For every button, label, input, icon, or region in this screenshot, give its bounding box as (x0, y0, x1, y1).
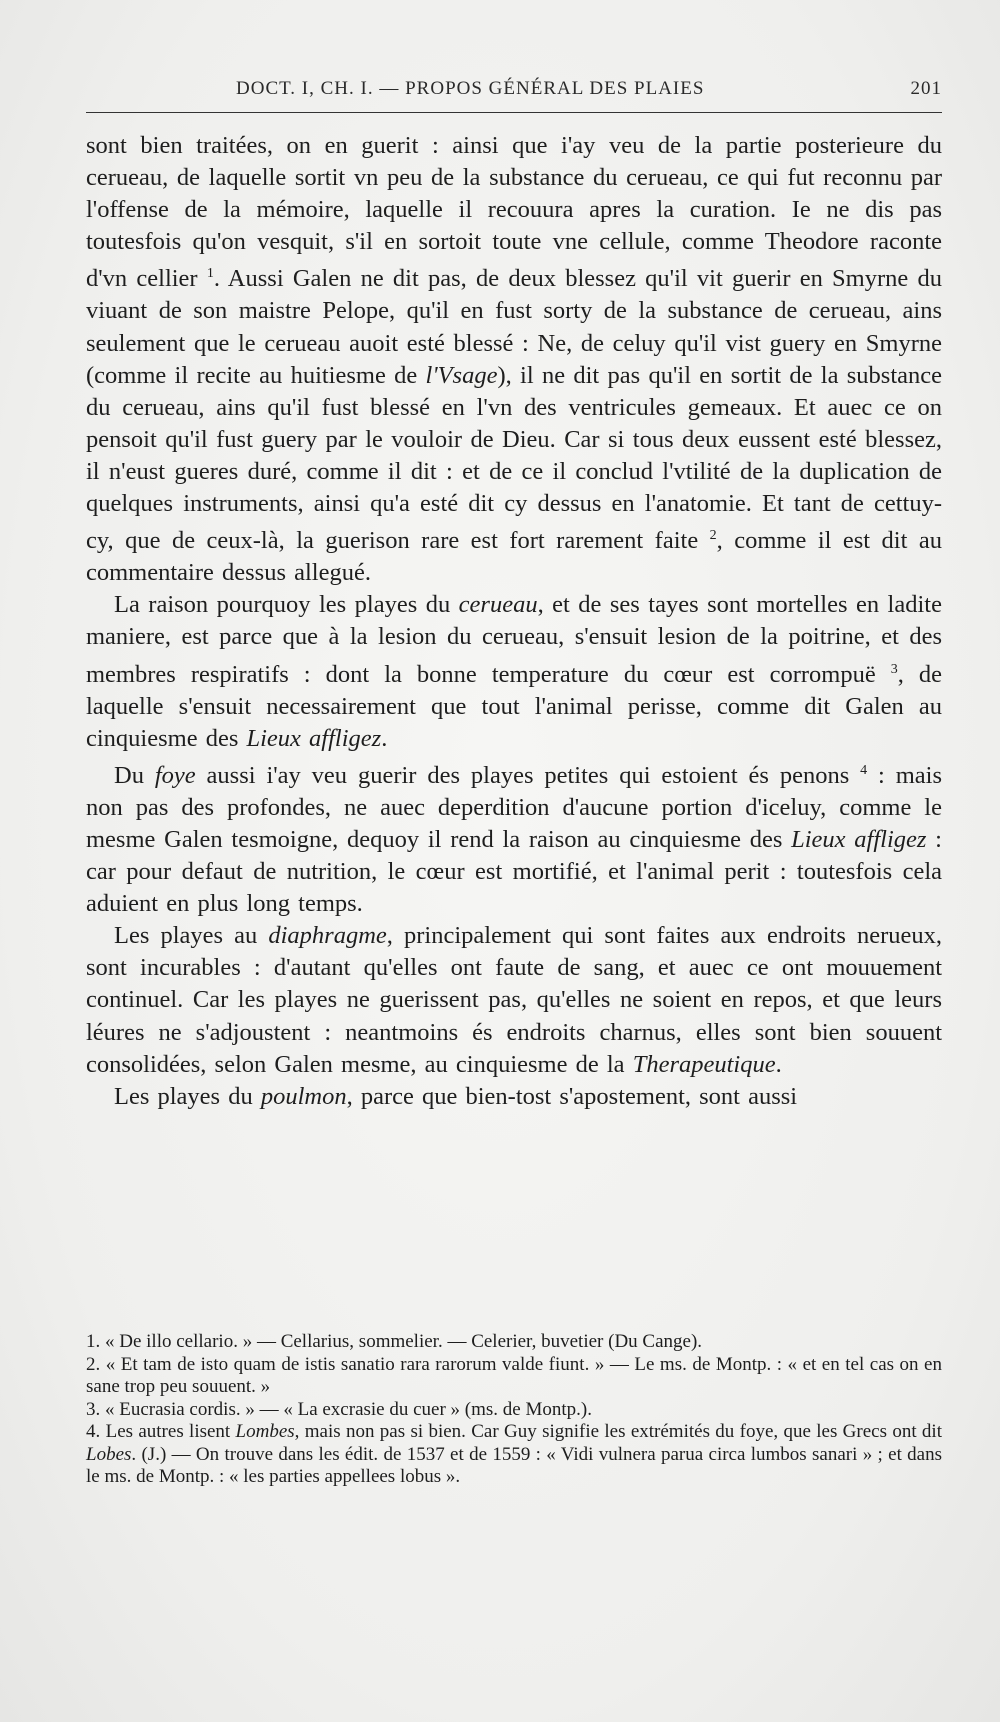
text-run: . (775, 1050, 782, 1078)
text-run: 2. « Et tam de isto quam de istis sanatio rara rarorum valde fiunt. » — Le ms. de Montp. : « et en tel cas on en sane trop peu souuent. » (86, 1353, 942, 1397)
text-run: , de laquelle s'ensuit necessairement que tout l'animal perisse, comme dit Galen au cinquiesme des (86, 660, 942, 752)
paragraph (86, 130, 942, 589)
page-number: 201 (910, 78, 942, 99)
paragraph (86, 589, 942, 754)
italic-text: cerueau (458, 591, 538, 619)
text-run: 3. « Eucrasia cordis. » — « La excrasie du cuer » (ms. de Montp.). (86, 1398, 592, 1420)
paragraph (86, 1081, 942, 1113)
text-run: 4. Les autres lisent (86, 1421, 236, 1442)
text-run: : car pour defaut de nutrition, le cœur est mortifié, et l'animal perit : toutesfois cela aduient en plus long temps. (86, 825, 942, 918)
running-title: DOCT. I, CH. I. — PROPOS GÉNÉRAL DES PLAIES (236, 78, 705, 99)
running-header (86, 78, 942, 112)
text-run: . Aussi Galen ne dit pas, de deux blessez qu'il vit guerir en Smyrne du viuant de son maistre Pelope, qu'il en fust sorty de la substance de cerueau, ains seulement que le cerueau auoit esté blessé : Ne, de celuy qu'il vist guery en Smyrne (comme il recite au huitiesme de (86, 265, 942, 389)
italic-text: diaphragme (268, 922, 387, 950)
footnote (86, 1399, 942, 1422)
footnote-mark: 3 (890, 661, 898, 677)
italic-text: foye (154, 761, 196, 789)
text-run: 1. « De illo cellario. » — Cellarius, sommelier. — Celerier, buvetier (Du Cange). (86, 1331, 703, 1352)
italic-text: Lobes (86, 1443, 132, 1465)
paragraph (86, 920, 942, 1080)
text-run: , comme il est dit au commentaire dessus allegué. (86, 527, 943, 587)
text-run: sont bien traitées, on en guerit : ainsi que i'ay veu de la partie posterieure du cerueau, de laquelle sortit vn peu de la substance du cerueau, ce qui fut reconnu par l'offense de la mémoire, laquelle il recouura apres la curation. Ie ne dis pas toutesfois qu'on vesquit, s'il en sortoit toute vne cellule, comme Theodore raconte d'vn cellier (86, 132, 942, 293)
text-run: . (J.) — On trouve dans les édit. de 1537 et de 1559 : « Vidi vulnera parua circa lumbos sanari » ; et dans le ms. de Montp. : « les parties appellees lobus ». (86, 1443, 942, 1487)
italic-text: l'Vsage (425, 361, 498, 389)
paragraph (86, 755, 942, 920)
header-rule (86, 112, 942, 113)
text-run: . (381, 724, 388, 752)
italic-text: Lombes (235, 1421, 295, 1442)
text-run: Les playes au (114, 922, 269, 950)
text-run: , principalement qui sont faites aux endroits nerueux, sont incurables : d'autant qu'elles ont faute de sang, et auec ce ont mouuement continuel. Car les playes ne guerissent pas, qu'elles ne soient en repos, et que leurs léures ne s'adjoustent : neantmoins és endroits charnus, elles sont bien souuent consolidées, selon Galen mesme, au cinquiesme de la (86, 922, 943, 1078)
main-text (86, 130, 942, 1113)
footnote (86, 1354, 942, 1399)
text-run: Les playes du (114, 1082, 261, 1110)
text-run: , et de ses tayes sont mortelles en ladite maniere, est parce que à la lesion du cerueau, s'ensuit lesion de la poitrine, et des membres respiratifs : dont la bonne temperature du cœur est corrompuë (86, 591, 942, 688)
italic-text: Therapeutique (632, 1050, 776, 1078)
footnote-mark: 2 (709, 528, 717, 544)
italic-text: Lieux affligez (246, 724, 382, 752)
footnote-mark: 1 (206, 266, 214, 282)
text-run: Du (114, 761, 155, 789)
footnote (86, 1421, 942, 1489)
text-run: , mais non pas si bien. Car Guy signifie les extrémités du foye, que les Grecs ont dit (294, 1421, 942, 1442)
text-run: , parce que bien-tost s'apostement, sont aussi (346, 1082, 798, 1110)
text-run: aussi i'ay veu guerir des playes petites qui estoient és penons (195, 761, 861, 789)
italic-text: poulmon (260, 1082, 347, 1110)
footnotes (86, 1331, 942, 1489)
text-run: ), il ne dit pas qu'il en sortit de la substance du cerueau, ains qu'il fust blessé en l'vn des ventricules gemeaux. Et auec ce on pensoit qu'il fust guery par le vouloir de Dieu. Car si tous deux eussent esté blessez, il n'eust gueres duré, comme il dit : et de ce il conclud l'vtilité de la duplication de quelques instruments, ainsi qu'a esté dit cy dessus en l'anatomie. Et tant de cettuy-cy, que de ceux-là, la guerison rare est fort rarement faite (86, 361, 942, 555)
italic-text: Lieux affligez (791, 825, 927, 853)
footnote (86, 1331, 942, 1354)
footnote-mark: 4 (860, 762, 868, 778)
text-run: La raison pourquoy les playes du (114, 591, 459, 619)
text-run: : mais non pas des profondes, ne auec deperdition d'aucune portion d'iceluy, comme le mesme Galen tesmoigne, dequoy il rend la raison au cinquiesme des (86, 761, 942, 853)
